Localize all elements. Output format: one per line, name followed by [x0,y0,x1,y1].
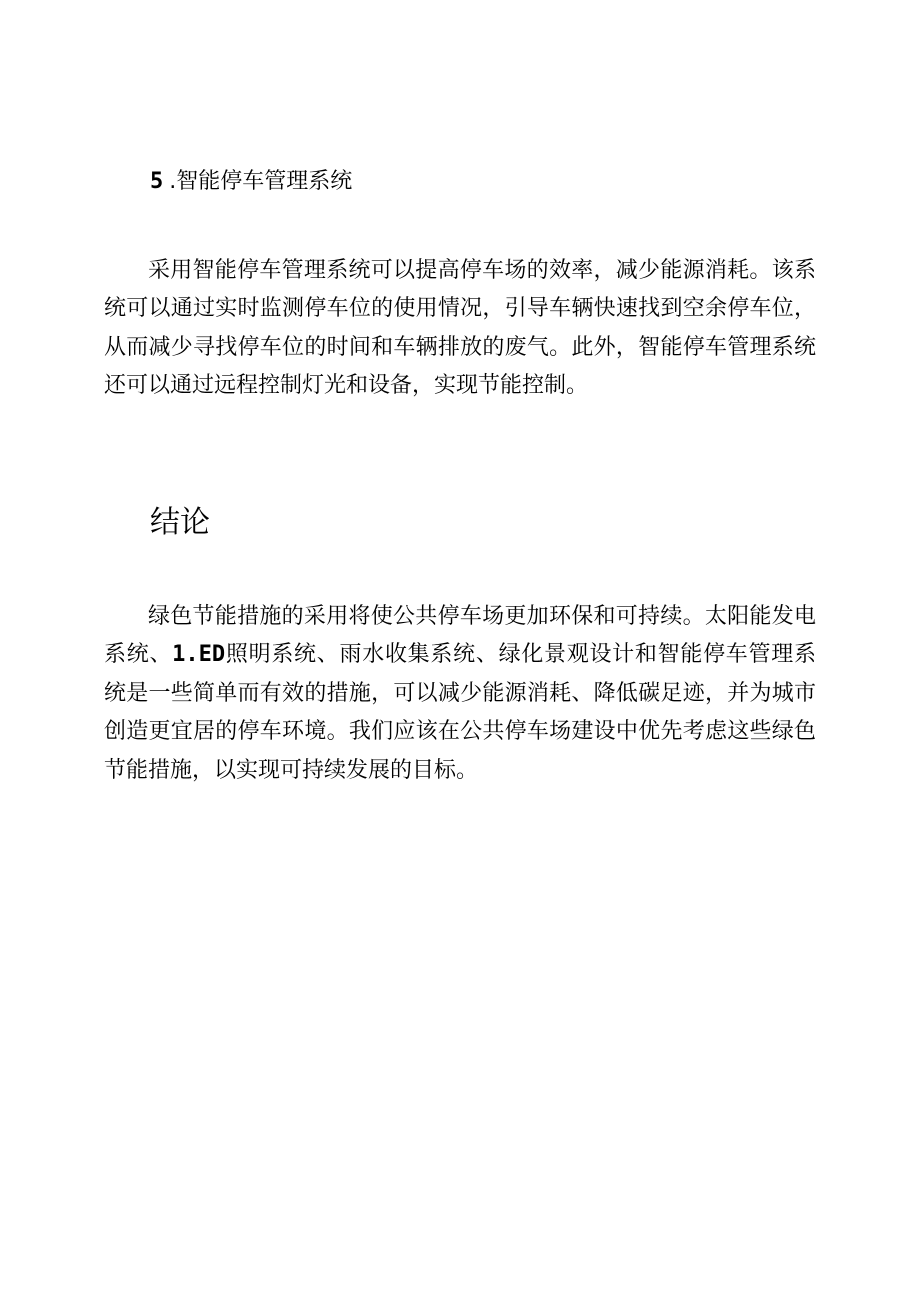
conclusion-paragraph [104,598,816,790]
section-5-paragraph: 采用智能停车管理系统可以提高停车场的效率，减少能源消耗。该系统可以通过实时监测停车位的使用情况，引导车辆快速找到空余停车位，从而减少寻找停车位的时间和车辆排放的废气。此外，智能停车管理系统还可以通过远程控制灯光和设备，实现节能控制。 [104,258,816,399]
conclusion-text-part2: 照明系统、雨水收集系统、绿化景观设计和智能停车管理系统是一些简单而有效的措施，可以减少能源消耗、降低碳足迹，并为城市创造更宜居的停车环境。我们应该在公共停车场建设中优先考虑这些绿色节能措施，以实现可持续发展的目标。 [104,642,816,783]
section-5-heading [150,166,352,198]
led-text: 1.ED [172,642,226,668]
section-number: 5 [150,169,164,194]
conclusion-text-part1: 绿色节能措施的采用将使公共停车场更加环保和可持续。太阳能发电系统、 [104,604,816,668]
conclusion-heading: 结论 [150,505,210,540]
section-title: .智能停车管理系统 [169,169,353,194]
